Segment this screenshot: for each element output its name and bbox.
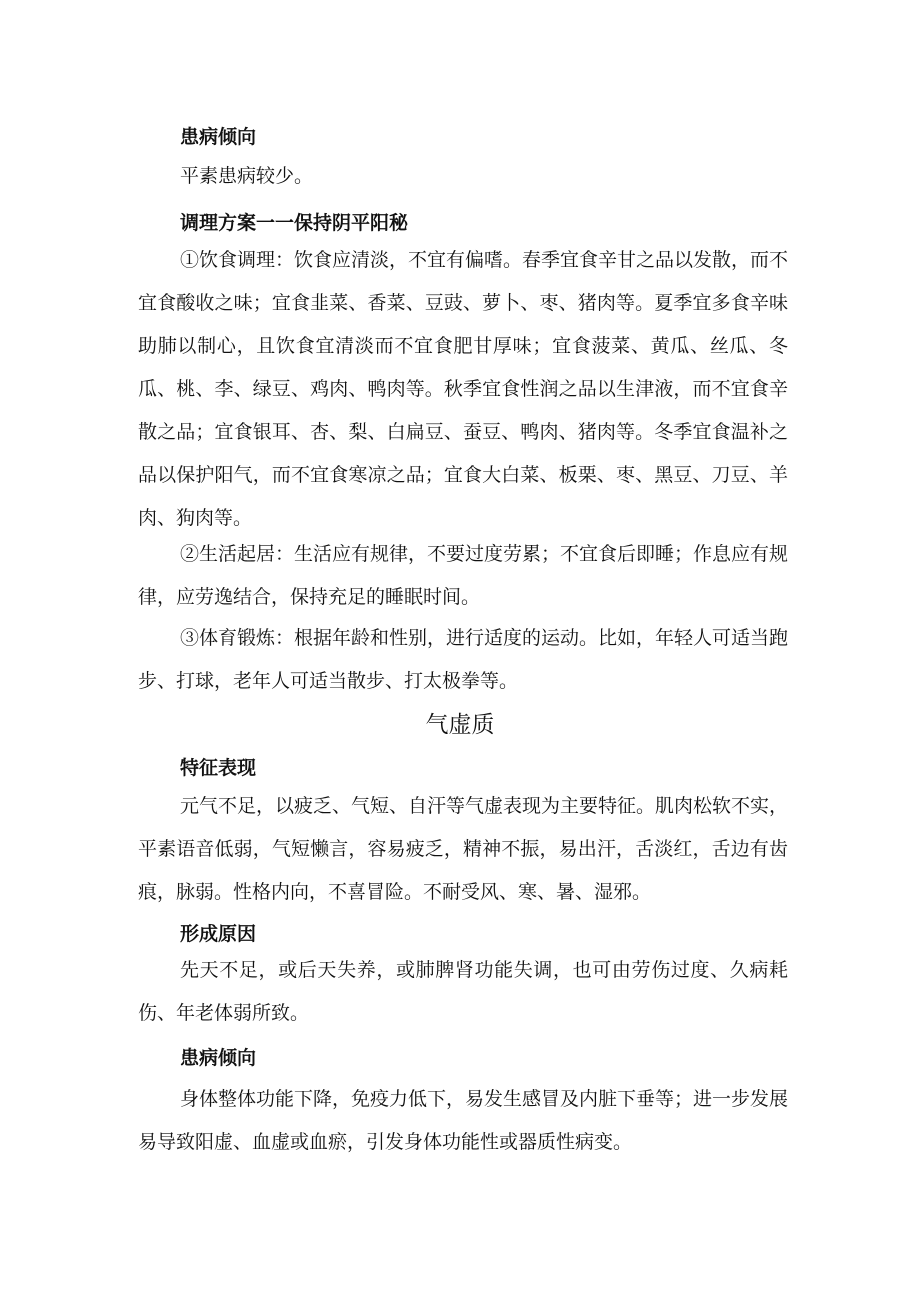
- living-paragraph: ②生活起居：生活应有规律，不要过度劳累；不宜食后即睡；作息应有规律，应劳逸结合，保持充足的睡眠时间。: [138, 543, 789, 608]
- section-title: 气虚质: [425, 712, 495, 738]
- disease-tendency-heading: 患病倾向: [180, 126, 257, 148]
- plan-heading: 调理方案一一保持阴平阳秘: [180, 212, 409, 234]
- disease-tendency-text: 平素患病较少。: [180, 165, 314, 187]
- features-heading: 特征表现: [180, 757, 257, 779]
- causes-paragraph: 先天不足，或后天失养，或肺脾肾功能失调，也可由劳伤过度、久病耗伤、年老体弱所致。: [138, 959, 788, 1024]
- tendency-heading: 患病倾向: [180, 1047, 257, 1069]
- tendency-paragraph: 身体整体功能下降，免疫力低下，易发生感冒及内脏下垂等；进一步发展易导致阳虚、血虚或血瘀，引发身体功能性或器质性病变。: [138, 1088, 789, 1153]
- features-paragraph: 元气不足，以疲乏、气短、自汗等气虚表现为主要特征。肌肉松软不实，平素语音低弱，气短懒言，容易疲乏，精神不振，易出汗，舌淡红，舌边有齿痕，脉弱。性格内向，不喜冒险。不耐受风、寒、暑、湿邪。: [138, 795, 789, 903]
- exercise-paragraph: ③体育锻炼：根据年龄和性别，进行适度的运动。比如，年轻人可适当跑步、打球，老年人可适当散步、打太极拳等。: [138, 627, 789, 692]
- diet-paragraph: ①饮食调理：饮食应清淡，不宜有偏嗜。春季宜食辛甘之品以发散，而不宜食酸收之味；宜食韭菜、香菜、豆豉、萝卜、枣、猪肉等。夏季宜多食辛味助肺以制心，且饮食宜清淡而不宜食肥甘厚味；宜食菠菜、黄瓜、丝瓜、冬瓜、桃、李、绿豆、鸡肉、鸭肉等。秋季宜食性润之品以生津液，而不宜食辛散之品；宜食银耳、杏、梨、白扁豆、蚕豆、鸭肉、猪肉等。冬季宜食温补之品以保护阳气，而不宜食寒凉之品；宜食大白菜、板栗、枣、黑豆、刀豆、羊肉、狗肉等。: [138, 249, 789, 529]
- causes-heading: 形成原因: [180, 923, 257, 945]
